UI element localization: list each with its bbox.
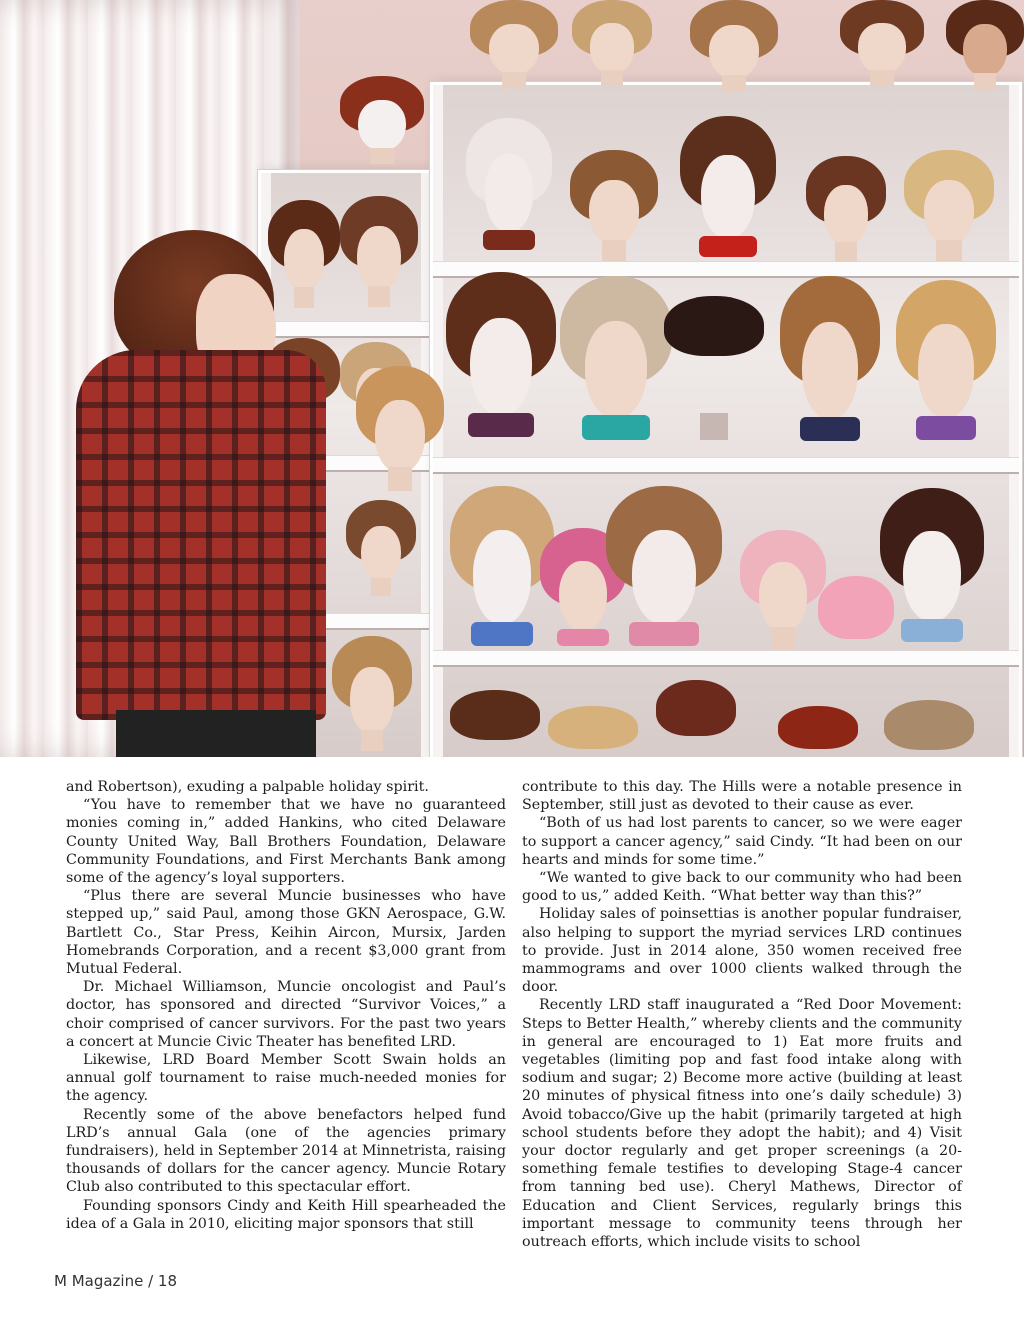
hat-head [740, 530, 826, 654]
wig-head [884, 700, 974, 757]
wig-head [656, 680, 736, 757]
wig-head [896, 280, 996, 450]
wig-head [470, 0, 558, 92]
paragraph: “We wanted to give back to our community who had been good to us,” added Keith. “What better way than this?” [522, 870, 962, 905]
article-column-right [522, 778, 962, 1251]
wig-head [548, 706, 638, 757]
paragraph: Likewise, LRD Board Member Scott Swain holds an annual golf tournament to raise much-needed monies for the agency. [66, 1052, 506, 1105]
wig-head [690, 0, 778, 96]
paragraph: contribute to this day. The Hills were a notable presence in September, still just as devoted to their cause as ever. [522, 779, 962, 814]
wig-head [572, 0, 652, 90]
page-folio: M Magazine / 18 [54, 1272, 178, 1290]
wig-head [904, 150, 994, 266]
paragraph: “You have to remember that we have no guaranteed monies coming in,” added Hankins, who cited Delaware County United Way, Ball Brothers Foundation, Delaware Community Foundations, and First Merchants Bank among some of the agency’s loyal supporters. [66, 797, 506, 887]
wig-head [570, 150, 658, 266]
wig-head [446, 272, 556, 448]
mannequin-head [466, 118, 552, 258]
wig-head [946, 0, 1024, 94]
mannequin-head [680, 116, 776, 266]
paragraph: Recently LRD staff inaugurated a “Red Door Movement: Steps to Better Health,” whereby clients and the community in general are encouraged to 1) Eat more fruits and vegetables (limiting pop and fast food intake along with sodium and sugar; 2) Become more active (building at least 20 minutes of physical fitness into one’s daily schedule) 3) Avoid tobacco/Give up the habit (primarily targeted at high school students before they adopt the habit); and 4) Visit your doctor regularly and get proper screenings (a 20-something female testifies to developing Stage-4 cancer from tanning bed use). Cheryl Mathews, Director of Education and Client Services, regularly brings this important message to community teens through her outreach efforts, which include visits to school [522, 997, 962, 1251]
wig-head [560, 276, 672, 450]
wig-head [880, 488, 984, 652]
woman-in-plaid-shirt [76, 230, 376, 757]
paragraph: “Both of us had lost parents to cancer, so we were eager to support a cancer agency,” said Cindy. “It had been on our hearts and minds for some time.” [522, 815, 962, 868]
wig-head [780, 276, 880, 452]
paragraph: Dr. Michael Williamson, Muncie oncologist and Paul’s doctor, has sponsored and directed “Survivor Voices,” a choir comprised of cancer survivors. For the past two years a concert at Muncie Civic Theater has benefited LRD. [66, 979, 506, 1050]
article-column-left [66, 778, 506, 1233]
paragraph: Recently some of the above benefactors helped fund LRD’s annual Gala (one of the agencies primary fundraisers), held in September 2014 at Minnetrista, raising thousands of dollars for the cancer agency. Muncie Rotary Club also contributed to this spectacular effort. [66, 1106, 506, 1196]
wig-head [840, 0, 924, 90]
wig-head [340, 76, 424, 168]
wig-head [778, 706, 858, 757]
paragraph: and Robertson), exuding a palpable holiday spirit. [66, 779, 429, 795]
hat-stand [664, 296, 764, 446]
wig-head [806, 156, 886, 266]
paragraph: Founding sponsors Cindy and Keith Hill spearheaded the idea of a Gala in 2010, eliciting major sponsors that still [66, 1197, 506, 1232]
wig-head [450, 486, 554, 656]
wig-head [450, 690, 540, 757]
paragraph: “Plus there are several Muncie businesses who have stepped up,” said Paul, among those GKN Aerospace, G.W. Bartlett Co., Star Press, Keihin Aircon, Mursix, Jarden Homebrands Corporation, and a recent $3,000 grant from Mutual Federal. [66, 888, 506, 978]
wig-head [606, 486, 722, 656]
held-mannequin-head [356, 366, 444, 496]
paragraph: Holiday sales of poinsettias is another popular fundraiser, also helping to support the myriad services LRD continues to provide. Just in 2014 alone, 350 women received free mammograms and over 1000 clients walked through the door. [522, 906, 962, 996]
